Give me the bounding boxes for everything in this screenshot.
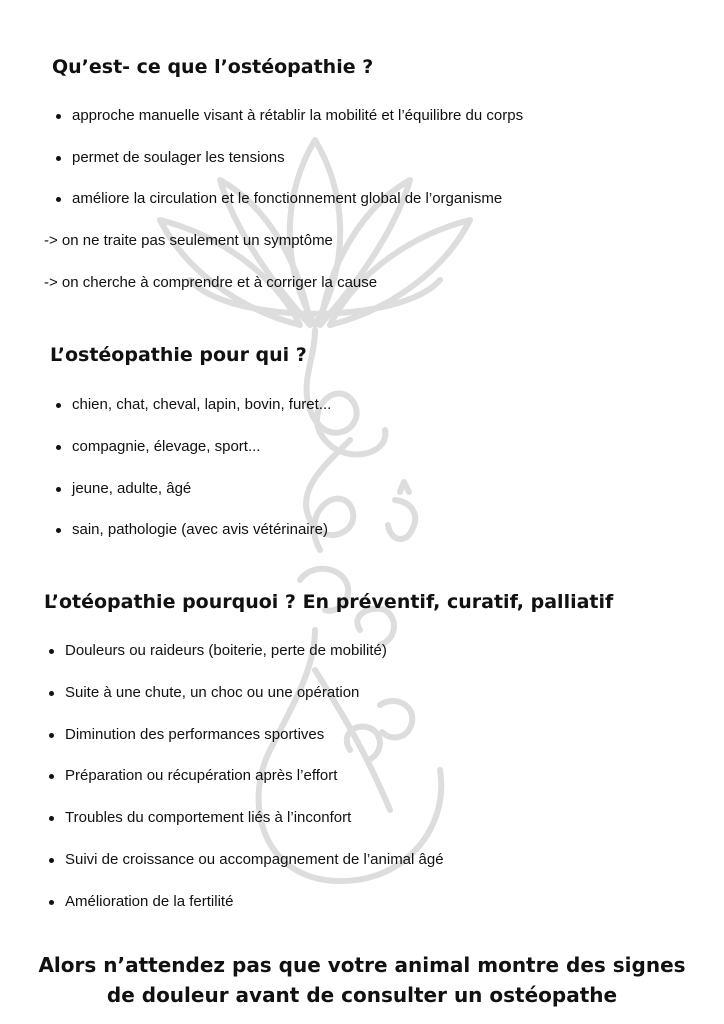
arrow-note: -> on cherche à comprendre et à corriger la cause: [44, 274, 378, 291]
list-item: Amélioration de la fertilité: [65, 893, 234, 910]
section-title-why: L’otéopathie pourquoi ? En préventif, curatif, palliatif: [44, 591, 614, 613]
section-title-what-is: Qu’est- ce que l’ostéopathie ?: [52, 56, 374, 78]
list-item: Douleurs ou raideurs (boiterie, perte de mobilité): [65, 642, 387, 659]
list-item: sain, pathologie (avec avis vétérinaire): [72, 521, 328, 538]
arrow-note: -> on ne traite pas seulement un symptôme: [44, 232, 333, 249]
list-item: permet de soulager les tensions: [72, 149, 285, 166]
list-item: Préparation ou récupération après l’effort: [65, 767, 338, 784]
list-item: approche manuelle visant à rétablir la mobilité et l’équilibre du corps: [72, 107, 524, 124]
list-item: compagnie, élevage, sport...: [72, 438, 261, 455]
list-item: Diminution des performances sportives: [65, 726, 325, 743]
list-item: chien, chat, cheval, lapin, bovin, furet...: [72, 396, 332, 413]
list-item: améliore la circulation et le fonctionnement global de l’organisme: [72, 190, 503, 207]
list-item: jeune, adulte, âgé: [72, 480, 192, 497]
list-item: Suite à une chute, un choc ou une opération: [65, 684, 360, 701]
list-item: Suivi de croissance ou accompagnement de l’animal âgé: [65, 851, 444, 868]
section-title-for-whom: L’ostéopathie pour qui ?: [50, 344, 307, 366]
list-item: Troubles du comportement liés à l’inconfort: [65, 809, 352, 826]
conclusion-line-1: Alors n’attendez pas que votre animal montre des signes: [38, 953, 686, 977]
conclusion-message: [20, 950, 704, 1010]
conclusion-line-2: de douleur avant de consulter un ostéopathe: [106, 983, 618, 1007]
